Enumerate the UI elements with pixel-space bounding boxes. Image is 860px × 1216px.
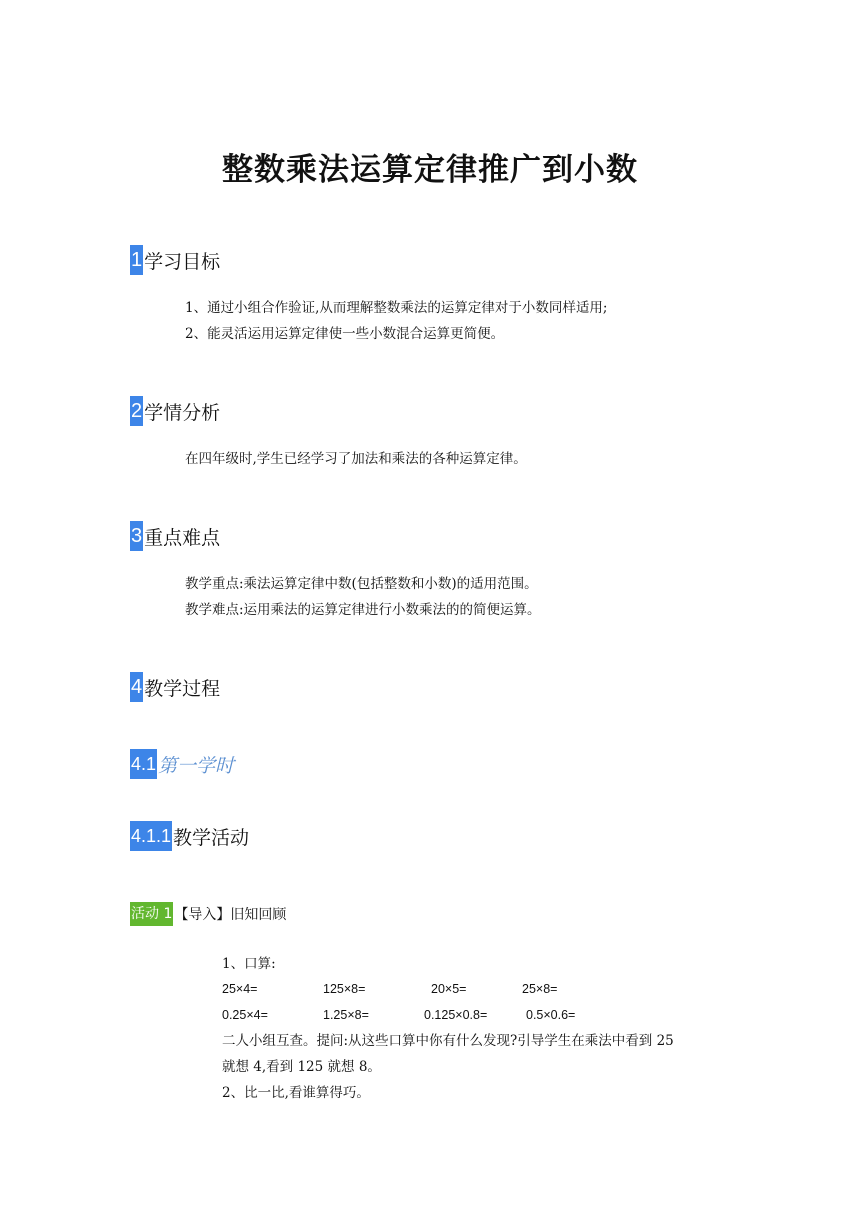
- paragraph-line: 就想 4,看到 125 就想 8。: [222, 1059, 381, 1075]
- section-number: 4: [130, 672, 143, 702]
- calc-cell: 1.25×8=: [323, 1008, 369, 1022]
- section-title: 教学活动: [173, 826, 250, 849]
- item-1-label: 1、口算:: [222, 956, 276, 972]
- calc-cell: 25×4=: [222, 982, 258, 996]
- document-title: 整数乘法运算定律推广到小数: [222, 152, 638, 188]
- analysis-text: 在四年级时,学生已经学习了加法和乘法的各种运算定律。: [185, 451, 527, 467]
- section-heading-4: [130, 672, 220, 702]
- activity-badge: 活动 1: [130, 902, 173, 926]
- section-number: 1: [130, 245, 143, 275]
- calc-cell: 0.25×4=: [222, 1008, 268, 1022]
- section-title: 学习目标: [144, 250, 221, 273]
- section-title: 教学过程: [144, 677, 221, 700]
- objective-2: 2、能灵活运用运算定律使一些小数混合运算更简便。: [185, 326, 505, 342]
- section-heading-1: [130, 245, 220, 275]
- difficult-point: 教学难点:运用乘法的运算定律进行小数乘法的的简便运算。: [185, 602, 541, 618]
- paragraph-line: 二人小组互查。提问:从这些口算中你有什么发现?引导学生在乘法中看到 25: [222, 1033, 674, 1049]
- activity-title: 【导入】旧知回顾: [174, 907, 287, 923]
- section-number: 4.1.1: [130, 821, 172, 851]
- section-heading-4-1: [130, 749, 234, 779]
- key-point: 教学重点:乘法运算定律中数(包括整数和小数)的适用范围。: [185, 576, 538, 592]
- activity-heading: [130, 902, 286, 926]
- section-heading-3: [130, 521, 220, 551]
- objective-1: 1、通过小组合作验证,从而理解整数乘法的运算定律对于小数同样适用;: [185, 300, 608, 316]
- section-number: 4.1: [130, 749, 157, 779]
- section-number: 3: [130, 521, 143, 551]
- calc-cell: 0.5×0.6=: [526, 1008, 576, 1022]
- section-title: 学情分析: [144, 401, 221, 424]
- section-number: 2: [130, 396, 143, 426]
- calc-cell: 0.125×0.8=: [424, 1008, 488, 1022]
- section-heading-2: [130, 396, 220, 426]
- calc-cell: 20×5=: [431, 982, 467, 996]
- section-heading-4-1-1: [130, 821, 249, 851]
- calc-cell: 25×8=: [522, 982, 558, 996]
- section-title: 第一学时: [158, 754, 235, 777]
- calc-cell: 125×8=: [323, 982, 366, 996]
- item-2-label: 2、比一比,看谁算得巧。: [222, 1085, 370, 1101]
- section-title: 重点难点: [144, 526, 221, 549]
